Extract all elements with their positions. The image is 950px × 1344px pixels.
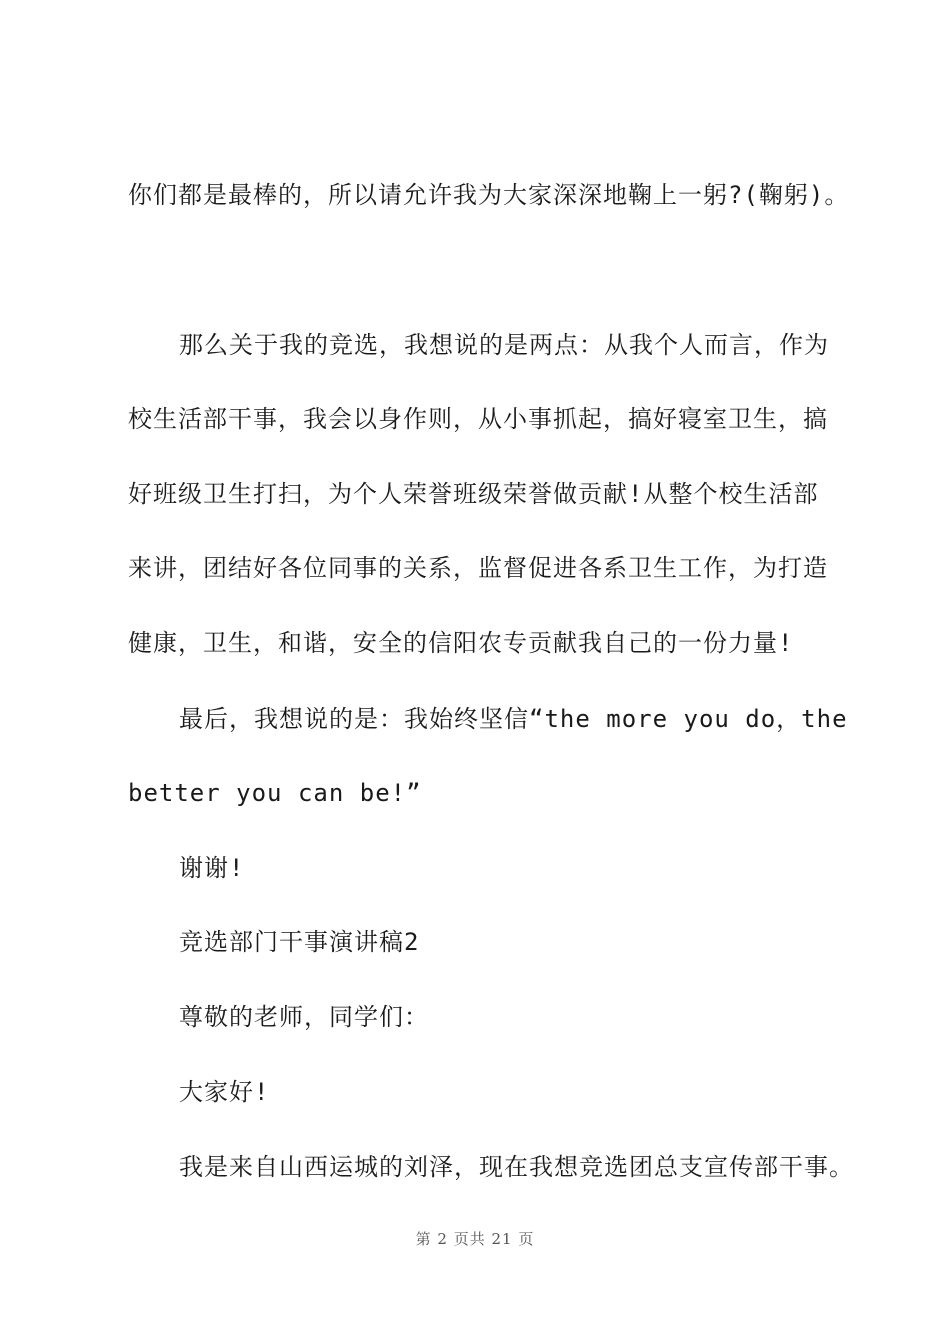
paragraph-line: 最后，我想说的是：我始终坚信“the more you do，the [179,705,848,733]
greeting-line: 大家好! [179,1078,270,1106]
page-number-footer: 第 2 页共 21 页 [415,1230,535,1248]
paragraph-line: 你们都是最棒的，所以请允许我为大家深深地鞠上一躬?(鞠躬)。 [128,181,850,209]
paragraph-line: 校生活部干事，我会以身作则，从小事抓起，搞好寝室卫生，搞 [128,405,828,433]
paragraph-line: 健康，卫生，和谐，安全的信阳农专贡献我自己的一份力量! [128,629,794,657]
paragraph-line: 谢谢! [179,854,245,882]
paragraph-line: 好班级卫生打扫，为个人荣誉班级荣誉做贡献!从整个校生活部 [128,480,819,508]
paragraph-line: better you can be!” [128,779,422,807]
paragraph-line: 来讲，团结好各位同事的关系，监督促进各系卫生工作，为打造 [128,554,828,582]
paragraph-line: 那么关于我的竞选，我想说的是两点：从我个人而言，作为 [179,331,829,359]
section-heading: 竞选部门干事演讲稿2 [179,928,420,956]
paragraph-line: 我是来自山西运城的刘泽，现在我想竞选团总支宣传部干事。 [179,1153,854,1181]
salutation-line: 尊敬的老师，同学们： [179,1003,429,1031]
